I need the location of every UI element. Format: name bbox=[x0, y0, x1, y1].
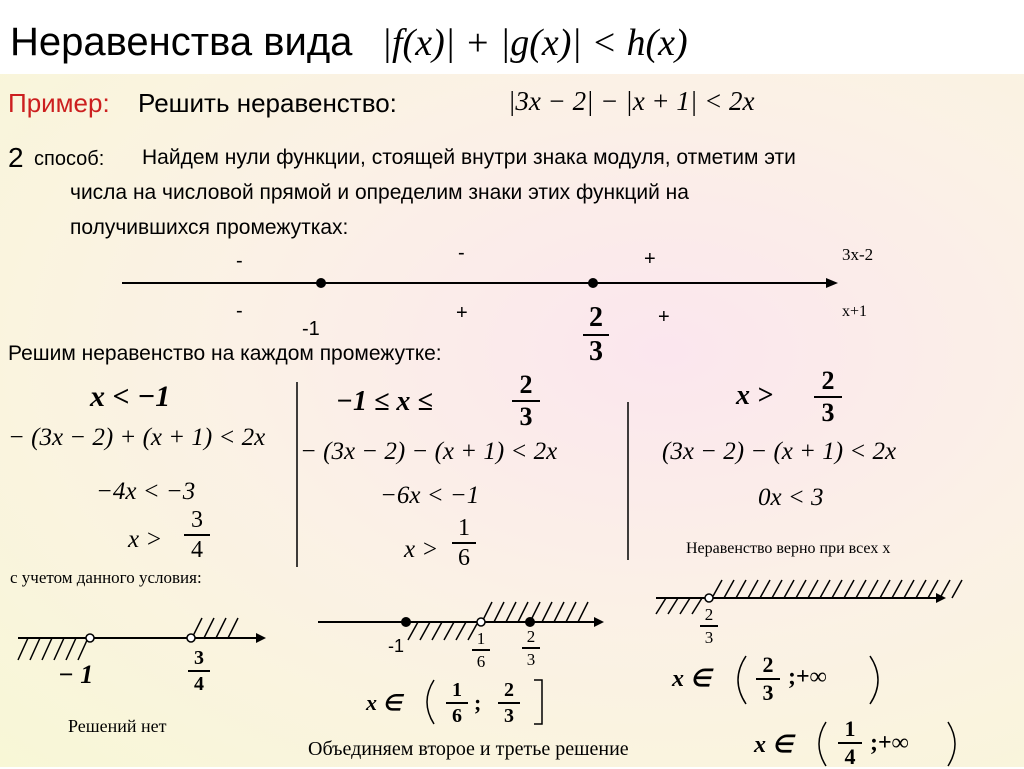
col2-answer-frac-a bbox=[446, 680, 468, 726]
col1-condition: x < −1 bbox=[90, 380, 171, 413]
frac-den: 3 bbox=[821, 398, 835, 427]
frac-bar bbox=[188, 670, 210, 672]
frac-den: 4 bbox=[194, 673, 204, 695]
frac-num: 2 bbox=[821, 366, 835, 395]
col3-condition-lhs: x > bbox=[736, 380, 773, 411]
solve-each-heading: Решим неравенство на каждом промежутке: bbox=[8, 342, 442, 365]
col1-axis-label-1: − 1 bbox=[58, 660, 94, 689]
col2-answer-brackets bbox=[427, 680, 542, 727]
frac-num: 1 bbox=[452, 679, 462, 701]
title-text: Неравенства вида bbox=[10, 20, 353, 64]
final-text: Объединяем второе и третье решение bbox=[308, 738, 629, 760]
frac-bar bbox=[446, 702, 468, 704]
frac-bar bbox=[498, 702, 520, 704]
col2-step1: −6x < −1 bbox=[380, 482, 480, 509]
col2-answer-sep: ; bbox=[474, 690, 482, 715]
col3-answer-frac bbox=[756, 654, 780, 704]
frac-den: 3 bbox=[762, 680, 774, 705]
frac-num: 2 bbox=[762, 652, 774, 677]
sign-bottom-1: - bbox=[236, 300, 243, 322]
frac-bar bbox=[522, 647, 540, 649]
frac-den: 4 bbox=[844, 744, 856, 769]
frac-bar bbox=[472, 649, 490, 651]
method-line2: числа на числовой прямой и определим знаки этих функций на bbox=[70, 181, 689, 204]
final-answer-frac bbox=[838, 718, 862, 768]
frac-den: 3 bbox=[704, 628, 714, 647]
example-text: Решить неравенство: bbox=[138, 88, 397, 118]
label-3x-2: 3x-2 bbox=[842, 245, 874, 264]
frac-num: 3 bbox=[194, 647, 204, 669]
frac-den: 4 bbox=[191, 537, 203, 563]
frac-num: 2 bbox=[504, 679, 514, 701]
frac-num: 2 bbox=[519, 370, 533, 399]
axis-col2-hatch-right bbox=[482, 602, 588, 622]
axis-col1-point-2 bbox=[187, 634, 195, 642]
col2-condition-lhs: −1 ≤ x ≤ bbox=[336, 386, 433, 417]
axis-col1-hatch-right bbox=[192, 618, 238, 638]
col1-result-lhs: x > bbox=[128, 526, 163, 553]
axis-col1 bbox=[18, 618, 266, 660]
frac-num: 2 bbox=[589, 302, 603, 333]
axis-col2-point-2 bbox=[477, 618, 485, 626]
frac-num: 2 bbox=[526, 627, 536, 646]
frac-num: 2 bbox=[704, 605, 714, 624]
sign-top-3: + bbox=[644, 248, 656, 270]
col1-step1: −4x < −3 bbox=[96, 478, 196, 505]
final-answer-rest: ;+∞ bbox=[870, 730, 909, 756]
axis-col2-point-3 bbox=[525, 617, 535, 627]
frac-den: 3 bbox=[504, 705, 514, 727]
frac-bar bbox=[700, 625, 718, 627]
frac-den: 3 bbox=[519, 402, 533, 431]
sign-top-1: - bbox=[236, 250, 243, 272]
col2-inequality: − (3x − 2) − (x + 1) < 2x bbox=[300, 438, 558, 465]
axis-col2 bbox=[318, 602, 604, 640]
col1-inequality: − (3x − 2) + (x + 1) < 2x bbox=[8, 424, 266, 451]
axis-col3-arrow-icon bbox=[936, 593, 946, 603]
axis-col1-arrow-icon bbox=[256, 633, 266, 643]
frac-num: 3 bbox=[191, 507, 203, 533]
sign-bottom-3: + bbox=[658, 306, 670, 328]
col2-answer-lhs: x ∈ bbox=[366, 690, 402, 715]
col2-result-lhs: x > bbox=[404, 536, 439, 563]
frac-num: 1 bbox=[458, 515, 470, 541]
example-formula: |3x − 2| − |x + 1| < 2x bbox=[508, 86, 755, 116]
example-label: Пример: bbox=[8, 88, 110, 118]
frac-den: 6 bbox=[458, 545, 470, 571]
col1-axis-label-2 bbox=[188, 648, 210, 694]
method-line1: Найдем нули функции, стоящей внутри знака модуля, отметим эти bbox=[142, 146, 796, 169]
sign-top-2: - bbox=[458, 242, 465, 264]
title-formula: |f(x)| + |g(x)| < h(x) bbox=[381, 22, 688, 64]
label-point-1: -1 bbox=[302, 318, 320, 340]
final-answer-lhs: x ∈ bbox=[754, 732, 793, 758]
frac-den: 3 bbox=[526, 650, 536, 669]
frac-den: 3 bbox=[589, 336, 603, 367]
col2-axis-label-3 bbox=[522, 628, 540, 668]
axis-col3-hatch-right bbox=[712, 580, 962, 598]
col3-answer-rest: ;+∞ bbox=[788, 664, 827, 690]
axis-col1-hatch-left bbox=[18, 638, 88, 660]
sign-bottom-2: + bbox=[456, 302, 468, 324]
col3-step1: 0x < 3 bbox=[758, 484, 824, 511]
axis-col3-point bbox=[705, 594, 713, 602]
method-number: 2 bbox=[8, 142, 24, 173]
method-line3: получившихся промежутках: bbox=[70, 216, 349, 239]
frac-den: 6 bbox=[476, 652, 486, 671]
col3-answer-lhs: x ∈ bbox=[672, 666, 711, 692]
axis-col2-hatch-left bbox=[408, 622, 478, 640]
col1-result: Решений нет bbox=[68, 716, 167, 736]
col2-answer-frac-b bbox=[498, 680, 520, 726]
frac-num: 1 bbox=[844, 716, 856, 741]
axis-col1-point-1 bbox=[86, 634, 94, 642]
col1-note: с учетом данного условия: bbox=[10, 568, 202, 587]
axis-col2-point-1 bbox=[401, 617, 411, 627]
label-x+1: x+1 bbox=[842, 303, 868, 320]
col2-axis-label-1: -1 bbox=[388, 636, 405, 656]
frac-num: 1 bbox=[476, 629, 486, 648]
frac-den: 6 bbox=[452, 705, 462, 727]
col3-note: Неравенство верно при всех x bbox=[686, 540, 891, 557]
col3-inequality: (3x − 2) − (x + 1) < 2x bbox=[662, 438, 897, 465]
axis-col2-arrow-icon bbox=[594, 617, 604, 627]
axis-col3-hatch-left bbox=[656, 598, 702, 614]
col2-axis-label-2 bbox=[472, 630, 490, 670]
col3-axis-label bbox=[700, 606, 718, 646]
method-label: способ: bbox=[34, 148, 105, 170]
